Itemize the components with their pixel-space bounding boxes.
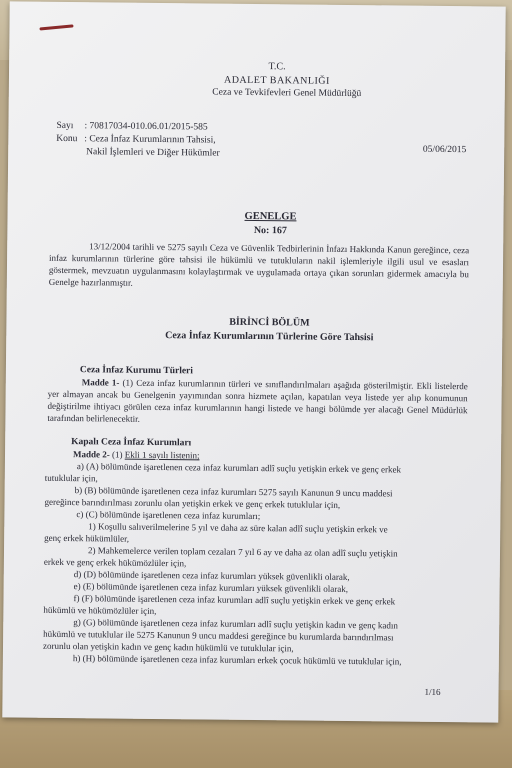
konu-label: Konu bbox=[56, 133, 78, 144]
closed-heading: Kapalı Ceza İnfaz Kurumları bbox=[71, 437, 192, 449]
list-line: erkek ve genç erkek hükümözlüler için, bbox=[43, 556, 187, 569]
konu-value: : Ceza İnfaz Kurumlarının Tahsisi, bbox=[84, 134, 216, 146]
list-line: b) (B) bölümünde işaretlenen ceza infaz kurumları 5275 sayılı Kanunun 9 uncu maddesi bbox=[74, 485, 393, 499]
list-line: genç erkek hükümlüler, bbox=[44, 532, 130, 544]
list-line: 2) Mahkemelerce verilen toplam cezaları 7 yıl 6 ay ve daha az olan adlî suçlu yetişkin bbox=[87, 545, 398, 559]
section-subtitle: Ceza İnfaz Kurumlarının Türlerine Göre Tahsisi bbox=[165, 330, 374, 344]
list-line: 1) Koşullu salıverilmelerine 5 yıl ve daha az süre kalan adlî suçlu yetişkin erkek ve bbox=[88, 521, 388, 535]
section-title: BİRİNCİ BÖLÜM bbox=[229, 316, 310, 329]
genelge-title: GENELGE bbox=[244, 210, 297, 223]
header-ministry: ADALET BAKANLIĞI bbox=[223, 74, 330, 87]
list-line: h) (H) bölümünde işaretlenen ceza infaz kurumları erkek çocuk hükümlü ve tutuklular için, bbox=[72, 653, 402, 667]
types-heading: Ceza İnfaz Kurumu Türleri bbox=[79, 365, 193, 377]
sayi-value: : 70817034-010.06.01/2015-585 bbox=[84, 121, 208, 133]
madde2-list-ref: Ekli 1 sayılı listenin; bbox=[124, 449, 200, 461]
list-line: hükümlü ve tutuklular ile 5275 Kanunun 9 uncu maddesi gereğince bu kurumlarda barındırılması bbox=[43, 628, 394, 643]
list-line: f) (F) bölümünde işaretlenen ceza infaz kurumları adlî suçlu yetişkin erkek ve genç erkek bbox=[73, 593, 396, 607]
document-meta bbox=[56, 120, 466, 163]
list-line: d) (D) bölümünde işaretlenen ceza infaz kurumları yüksek güvenlikli olarak, bbox=[73, 569, 350, 583]
header-tc: T.C. bbox=[268, 61, 286, 73]
madde1-label: Madde 1- bbox=[81, 377, 120, 388]
page-number: 1/16 bbox=[424, 686, 441, 697]
document-header bbox=[9, 57, 505, 102]
header-directorate: Ceza ve Tevkifevleri Genel Müdürlüğü bbox=[212, 87, 362, 100]
intro-paragraph: 13/12/2004 tarihli ve 5275 sayılı Ceza ve Güvenlik Tedbirlerinin İnfazı Hakkında Kanun gereğince, ceza infaz kurumlarının türlerine göre tahsisi ile hükümlü ve tutukluların nakil işlemleriyle ilgili usul ve esasları göstermek, mevzuatın uygulanmasını kolaylaştırmak ve uygulamada ortaya çıkan sorunları gidermek amacıyla bu Genelge hazırlanmıştır. bbox=[48, 241, 470, 289]
list-line: e) (E) bölümünde işaretlenen ceza infaz kurumları yüksek güvenlikli olarak, bbox=[73, 581, 349, 594]
list-line: gereğince barındırılması zorunlu olan yetişkin erkek ve genç erkek tutuklular için, bbox=[44, 496, 341, 510]
document-page bbox=[2, 1, 505, 722]
list-line: zorunlu olan yetişkin kadın ve genç kadın hükümlü ve tutuklular için, bbox=[42, 640, 294, 654]
madde2-label: Madde 2- bbox=[72, 449, 110, 460]
list-line: hükümlü ve hükümözlüler için, bbox=[43, 604, 157, 616]
circular-title bbox=[7, 207, 503, 240]
list-line: a) (A) bölümünde işaretlenen ceza infaz kurumları adlî suçlu yetişkin erkek ve genç erkek bbox=[76, 461, 402, 475]
pen-mark bbox=[39, 24, 73, 30]
konu-value-cont: Nakil İşlemleri ve Diğer Hükümler bbox=[86, 146, 220, 159]
list-line: tutuklular için, bbox=[44, 472, 98, 484]
genelge-number: No: 167 bbox=[253, 225, 287, 237]
madde1-paragraph bbox=[47, 376, 467, 429]
sayi-label: Sayı bbox=[56, 120, 74, 132]
list-line: c) (C) bölümünde işaretlenen ceza infaz kurumları; bbox=[76, 509, 261, 522]
madde1-text: (1) Ceza infaz kurumlarının türleri ve sınıflandırılmaları aşağıda gösterilmiştir. Ekli listelerde yer almayan ancak bu Genelgenin yayımından sonra hizmete açılan, kapatılan veya listede yer alıp konumunun değiştirilme ihtiyacı görülen ceza infaz kurumlarının hangi listede ve hangi bölümde yer alacağı Genel Müdürlük tarafından belirlenecektir. bbox=[47, 377, 468, 425]
list-line: g) (G) bölümünde işaretlenen ceza infaz kurumları adlî suçlu yetişkin kadın ve genç kadın bbox=[73, 617, 398, 631]
madde2-pre: (1) bbox=[111, 449, 123, 460]
document-date: 05/06/2015 bbox=[422, 144, 467, 156]
